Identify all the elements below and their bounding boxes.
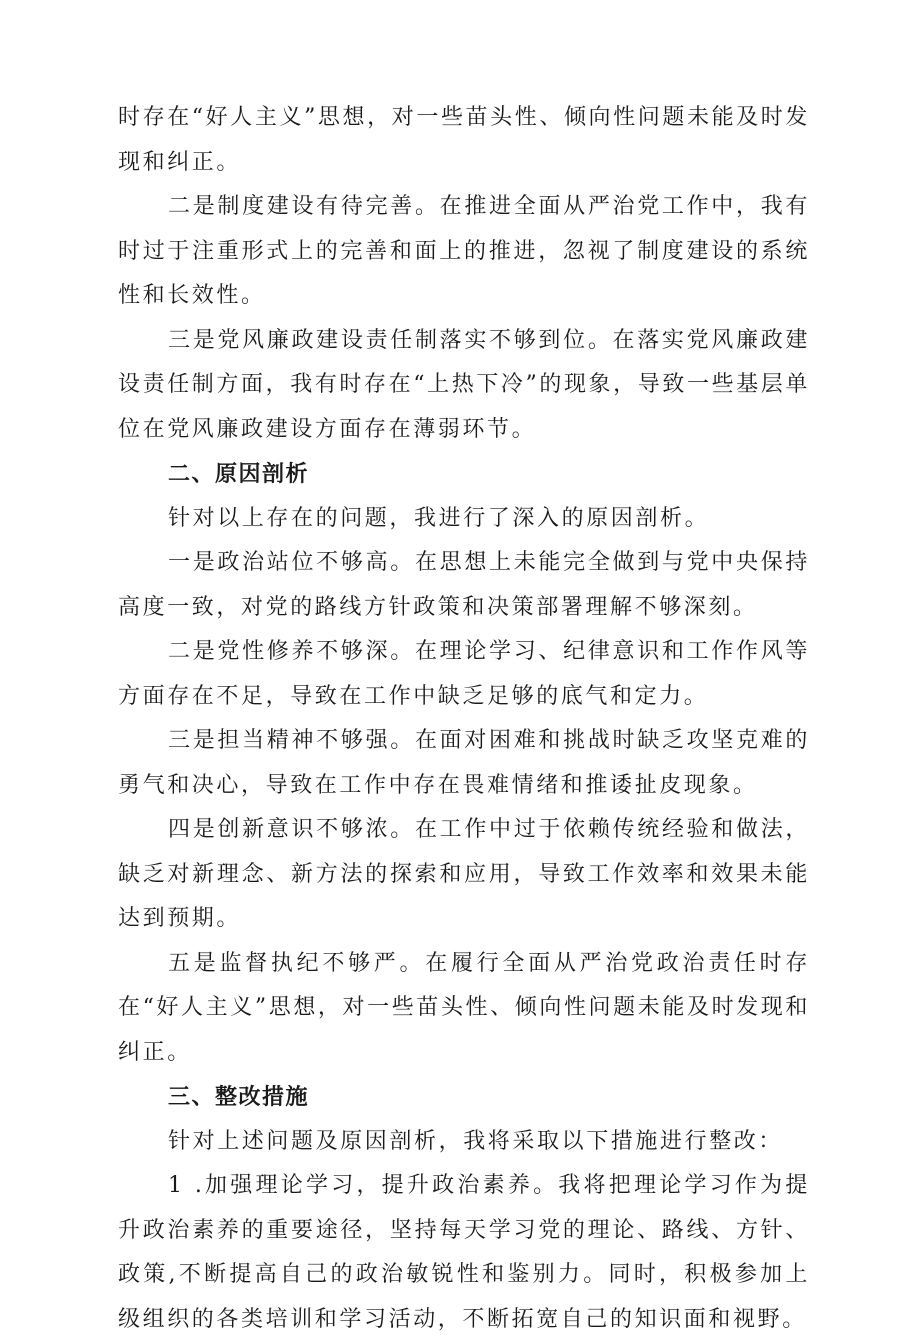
document-body <box>118 96 810 1342</box>
paragraph: 1 .加强理论学习，提升政治素养。我将把理论学习作为提升政治素养的重要途径，坚持每天学习党的理论、路线、方针、政策,不断提高自己的政治敏锐性和鉴别力。同时，积极参加上级组织的各类培训和学习活动，不断拓宽自己的知识面和视野。 <box>118 1173 810 1332</box>
paragraph: 五是监督执纪不够严。在履行全面从严治党政治责任时存在“好人主义”思想，对一些苗头性、倾向性问题未能及时发现和纠正。 <box>118 950 810 1065</box>
section-heading: 三、整改措施 <box>168 1084 310 1110</box>
paragraph: 一是政治站位不够高。在思想上未能完全做到与党中央保持高度一致，对党的路线方针政策和决策部署理解不够深刻。 <box>118 550 810 620</box>
paragraph: 二是制度建设有待完善。在推进全面从严治党工作中，我有时过于注重形式上的完善和面上的推进，忽视了制度建设的系统性和长效性。 <box>118 194 810 308</box>
paragraph: 三是担当精神不够强。在面对困难和挑战时缺乏攻坚克难的勇气和决心，导致在工作中存在畏难情绪和推诿扯皮现象。 <box>118 728 810 798</box>
paragraph: 二是党性修养不够深。在理论学习、纪律意识和工作作风等方面存在不足，导致在工作中缺乏足够的底气和定力。 <box>118 639 810 709</box>
paragraph: 三是党风廉政建设责任制落实不够到位。在落实党风廉政建设责任制方面，我有时存在“上热下冷”的现象，导致一些基层单位在党风廉政建设方面存在薄弱环节。 <box>118 327 810 442</box>
paragraph: 四是创新意识不够浓。在工作中过于依赖传统经验和做法，缺乏对新理念、新方法的探索和应用，导致工作效率和效果未能达到预期。 <box>118 817 810 931</box>
paragraph: 时存在“好人主义”思想，对一些苗头性、倾向性问题未能及时发现和纠正。 <box>118 105 810 175</box>
paragraph: 针对以上存在的问题，我进行了深入的原因剖析。 <box>168 505 710 531</box>
section-heading: 二、原因剖析 <box>168 461 310 487</box>
paragraph: 针对上述问题及原因剖析，我将采取以下措施进行整改： <box>168 1128 784 1154</box>
